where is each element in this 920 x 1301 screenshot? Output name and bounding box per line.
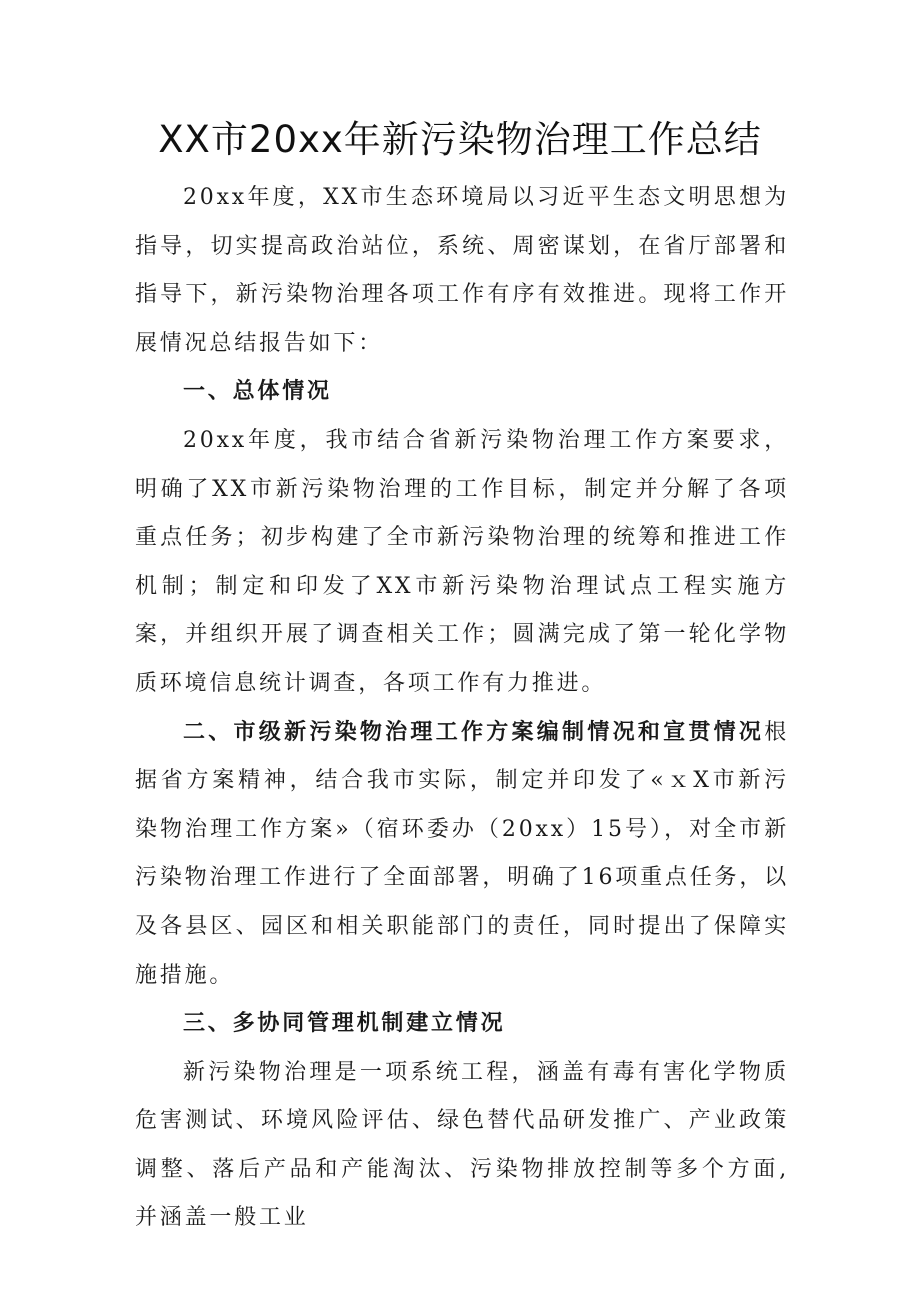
section-heading-plan: 二、市级新污染物治理工作方案编制情况和宣贯情况 [183, 719, 765, 745]
section-paragraph-plan [135, 709, 789, 1001]
section-text-plan: 根据省方案精神，结合我市实际，制定并印发了«ｘX市新污染物治理工作方案»（宿环委办（20xx）15号），对全市新污染物治理工作进行了全面部署，明确了16项重点任务，以及各县区、园区和相关职能部门的责任，同时提出了保障实施措施。 [135, 719, 789, 988]
section-heading-overall: 一、总体情况 [183, 379, 332, 405]
intro-paragraph: 20xx年度，XX市生态环境局以习近平生态文明思想为指导，切实提高政治站位，系统、周密谋划，在省厅部署和指导下，新污染物治理各项工作有序有效推进。现将工作开展情况总结报告如下： [135, 185, 789, 356]
section-heading-coordination: 三、多协同管理机制建立情况 [183, 1011, 506, 1037]
document-body [135, 174, 789, 1243]
section-paragraph-coordination: 新污染物治理是一项系统工程，涵盖有毒有害化学物质危害测试、环境风险评估、绿色替代品研发推广、产业政策调整、落后产品和产能淘汰、污染物排放控制等多个方面,并涵盖一般工业 [135, 1059, 789, 1231]
section-paragraph-overall: 20xx年度，我市结合省新污染物治理工作方案要求，明确了XX市新污染物治理的工作目标，制定并分解了各项重点任务；初步构建了全市新污染物治理的统筹和推进工作机制；制定和印发了XX市新污染物治理试点工程实施方案，并组织开展了调查相关工作；圆满完成了第一轮化学物质环境信息统计调查，各项工作有力推进。 [135, 427, 789, 696]
document-title: XX市20xx年新污染物治理工作总结 [158, 118, 762, 161]
